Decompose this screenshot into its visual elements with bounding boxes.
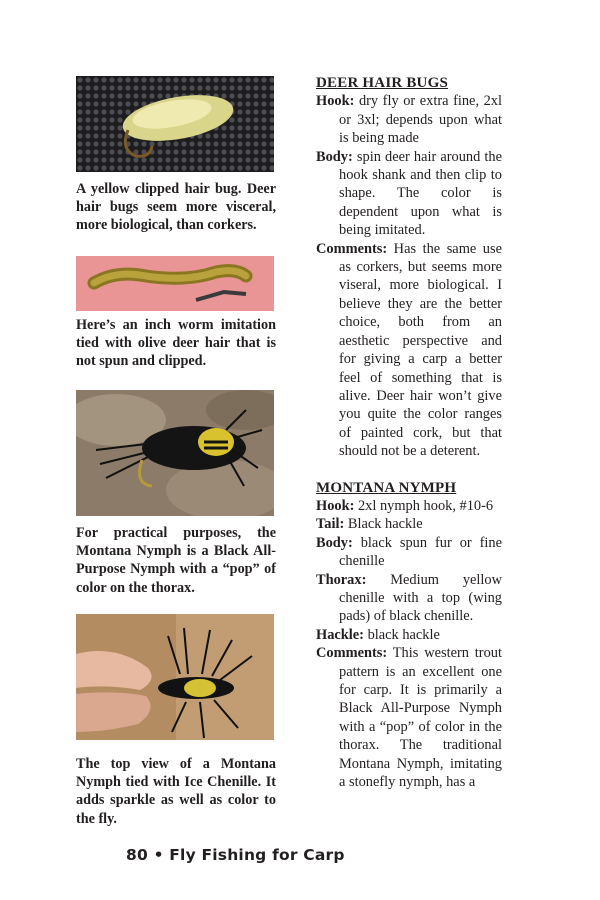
label-hook: Hook: xyxy=(316,497,355,514)
entry-deer-body xyxy=(316,148,502,240)
photo-yellow-hair-bug xyxy=(76,76,274,172)
value-hook: 2xl nymph hook, #10-6 xyxy=(354,497,494,514)
page-footer: 80 • Fly Fishing for Carp xyxy=(126,846,345,864)
photo-montana-nymph-rock xyxy=(76,390,274,516)
caption-montana-nymph-top-view: The top view of a Montana Nymph tied with Ice Chenille. It adds sparkle as well as color to the fly. xyxy=(76,756,276,827)
entry-deer-hook xyxy=(316,92,502,147)
label-body: Body: xyxy=(316,534,353,551)
text-column xyxy=(316,74,502,791)
entry-montana-comments xyxy=(316,644,502,791)
label-hook: Hook: xyxy=(316,93,355,110)
entry-deer-comments xyxy=(316,240,502,461)
label-tail: Tail: xyxy=(316,516,345,533)
value-thorax: Medium yellow chenille with a top (wing pads) of black chenille. xyxy=(339,571,502,625)
label-hackle: Hackle: xyxy=(316,626,364,643)
caption-yellow-hair-bug: A yellow clipped hair bug. Deer hair bugs seem more visceral, more biological, than corkers. xyxy=(76,181,276,234)
value-hook: dry fly or extra fine, 2xl or 3xl; depends upon what is being made xyxy=(339,93,502,147)
photo-inch-worm xyxy=(76,256,274,311)
value-body: black spun fur or fine chenille xyxy=(339,534,502,570)
entry-montana-hackle xyxy=(316,626,502,644)
caption-montana-nymph: For practical purposes, the Montana Nymph is a Black All-Purpose Nymph with a “pop” of color on the thorax. xyxy=(76,525,276,596)
value-body: spin deer hair around the hook shank and then clip to shape. The color is dependent upon what is being imitated. xyxy=(339,148,502,239)
entry-montana-hook xyxy=(316,497,502,515)
label-thorax: Thorax: xyxy=(316,571,367,588)
label-comments: Comments: xyxy=(316,240,388,257)
entry-montana-thorax xyxy=(316,571,502,626)
caption-inch-worm: Here’s an inch worm imitation tied with olive deer hair that is not spun and clipped. xyxy=(76,317,276,370)
value-comments: Has the same use as corkers, but seems more viseral, more biological. I believe they are the better choice, both from an aesthetic perspective and for giving a carp a better feel of something that is alive. Deer hair won’t give you quite the color ranges of painted cork, but that should not be a deterent. xyxy=(339,240,502,460)
heading-montana-nymph: MONTANA NYMPH xyxy=(316,479,457,496)
photo-montana-nymph-hand xyxy=(76,614,274,740)
entry-montana-body xyxy=(316,534,502,571)
label-body: Body: xyxy=(316,148,353,165)
heading-deer-hair-bugs: DEER HAIR BUGS xyxy=(316,75,448,91)
value-hackle: black hackle xyxy=(363,626,440,643)
entry-montana-tail xyxy=(316,515,502,533)
label-comments: Comments: xyxy=(316,645,388,662)
value-tail: Black hackle xyxy=(344,516,423,533)
value-comments: This western trout pattern is an excellent one for carp. It is primarily a Black All-Purpose Nymph with a “pop” of color in the thorax. The traditional Montana Nymph, imitating a stonefly nymph, has a xyxy=(339,645,502,791)
